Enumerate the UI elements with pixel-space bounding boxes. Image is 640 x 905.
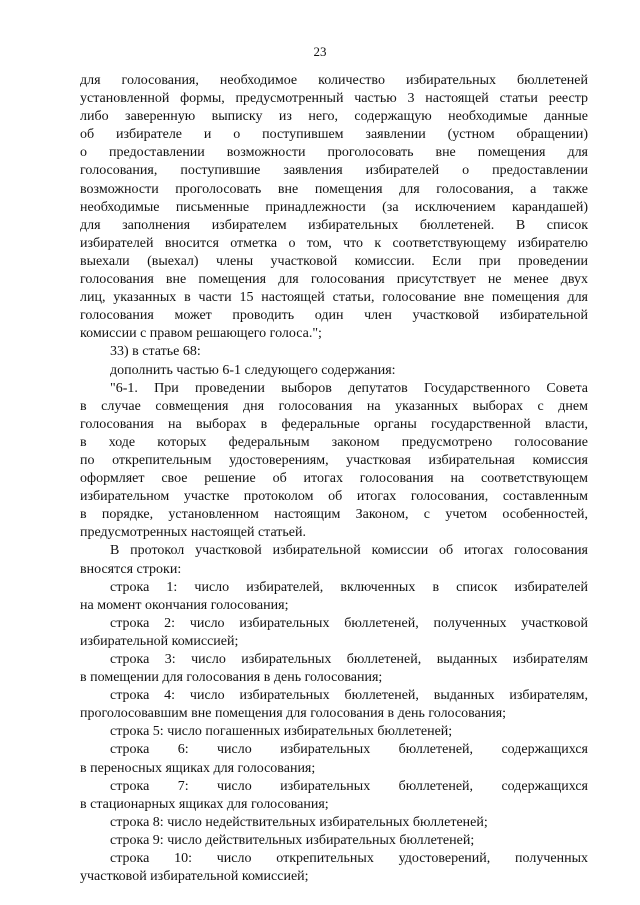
text-line: 33) в статье 68: [110,344,201,360]
text-line: в случае совмещения дня голосования на указанных выборах с днем [80,398,588,414]
text-line: строка 7: число избирательных бюллетеней, содержащихся [110,778,588,794]
text-line: голосования может проводить один член участковой избирательной [80,308,588,324]
text-line: комиссии с правом решающего голоса."; [80,326,322,342]
text-line: строка 1: число избирателей, включенных в список избирателей [110,579,588,595]
text-line: участковой избирательной комиссией; [80,869,309,885]
text-line: на момент окончания голосования; [80,597,289,613]
text-line: лиц, указанных в части 15 настоящей статьи, голосование вне помещения для [80,290,588,306]
text-line: вносятся строки: [80,561,182,577]
text-line: дополнить частью 6-1 следующего содержания: [110,362,396,378]
text-line: предусмотренных настоящей статьей. [80,525,307,541]
text-line: строка 5: число погашенных избирательных бюллетеней; [110,724,453,740]
text-line: выехали (выехал) члены участковой комиссии. Если при проведении [80,253,588,269]
text-line: в помещении для голосования в день голосования; [80,670,383,686]
text-line: для голосования, необходимое количество избирательных бюллетеней [80,73,588,88]
text-line: голосования, поступившие заявления избирателей о предоставлении [80,163,588,179]
text-line: либо заверенную выписку из него, содержащую необходимые данные [80,109,588,125]
text-line: избирательном участке протоколом об итогах голосования, составленным [80,489,588,505]
text-line: В протокол участковой избирательной комиссии об итогах голосования [110,543,588,559]
text-line: строка 9: число действительных избирательных бюллетеней; [110,832,475,848]
text-line: для заполнения избирателем избирательных бюллетеней. В список [80,217,588,233]
text-line: возможности проголосовать вне помещения для голосования, а также [80,181,588,197]
text-line: строка 6: число избирательных бюллетеней, содержащихся [110,742,588,758]
text-line: установленной формы, предусмотренный частью 3 настоящей статьи реестр [80,91,588,107]
text-line: об избирателе и о поступившем заявлении (устном обращении) [80,127,588,143]
document-body [80,72,588,886]
text-line: "6-1. При проведении выборов депутатов Государственного Совета [110,380,588,396]
text-line: строка 4: число избирательных бюллетеней, выданных избирателям, [110,688,588,704]
text-line: в переносных ящиках для голосования; [80,760,316,776]
text-line: оформляет свое решение об итогах голосования на соответствующем [80,471,588,487]
text-line: избирательной комиссией; [80,633,239,649]
text-line: строка 2: число избирательных бюллетеней, полученных участковой [110,615,588,631]
text-line: о предоставлении возможности проголосовать вне помещения для [80,145,588,161]
text-line: голосования на выборах в федеральные органы государственной власти, [80,416,588,432]
text-line: избирателей вносится отметка о том, что к соответствующему избирателю [80,235,588,251]
text-line: по открепительным удостоверениям, участковая избирательная комиссия [80,452,588,468]
page-number: 23 [313,44,327,59]
text-line: в порядке, установленном настоящим Законом, с учетом особенностей, [80,507,588,523]
text-line: в ходе которых федеральным законом предусмотрено голосование [80,434,588,450]
text-line: строка 10: число открепительных удостоверений, полученных [110,851,588,867]
text-line: строка 8: число недействительных избирательных бюллетеней; [110,814,488,830]
text-line: голосования вне помещения для голосования присутствует не менее двух [80,272,588,288]
text-line: проголосовавшим вне помещения для голосования в день голосования; [80,706,507,722]
text-line: необходимые письменные принадлежности (за исключением карандашей) [80,199,588,215]
text-line: строка 3: число избирательных бюллетеней, выданных избирателям [110,652,588,667]
text-line: в стационарных ящиках для голосования; [80,796,329,812]
